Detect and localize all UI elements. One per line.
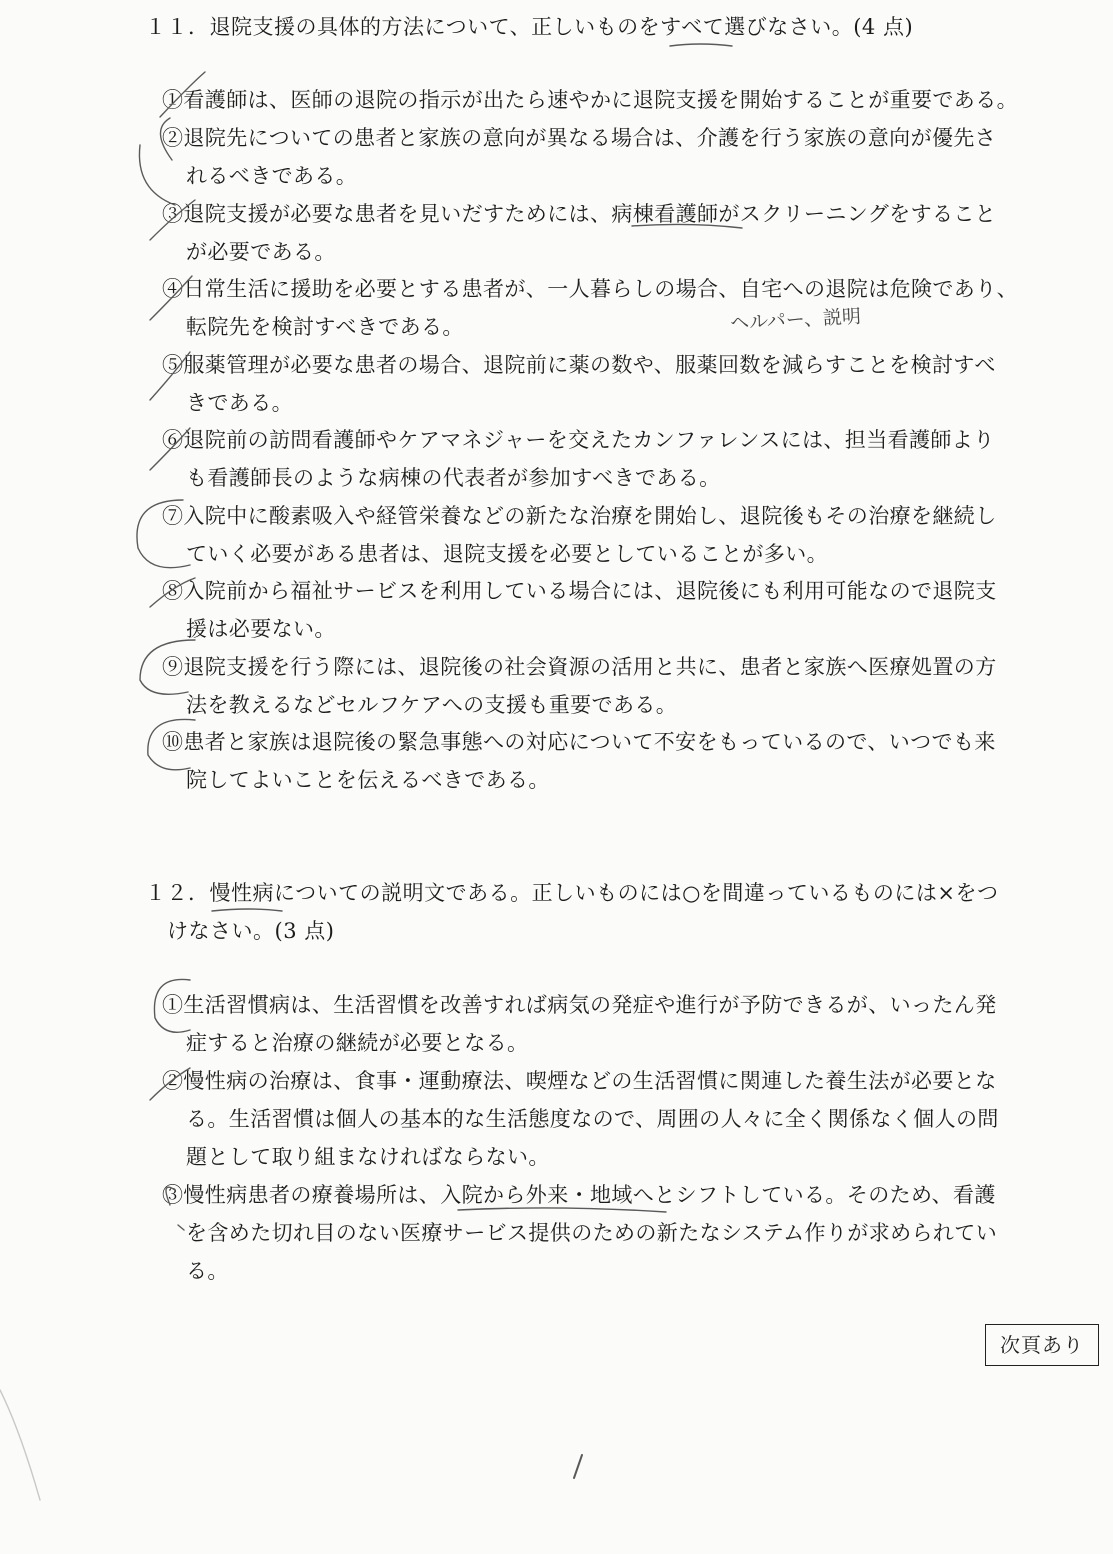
q11-option-8-line1: ⑧入院前から福祉サービスを利用している場合には、退院後にも利用可能なので退院支: [162, 579, 997, 603]
q11-option-2-line1: ②退院先についての患者と家族の意向が異なる場合は、介護を行う家族の意向が優先さ: [162, 126, 997, 150]
q11-option-6-line2: も看護師長のような病棟の代表者が参加すべきである。: [186, 466, 721, 490]
q12-statement-3-line2: を含めた切れ目のない医療サービス提供のための新たなシステム作りが求められてい: [186, 1221, 998, 1245]
q11-option-6-line1: ⑥退院前の訪問看護師やケアマネジャーを交えたカンファレンスには、担当看護師より: [162, 428, 995, 452]
q12-statement-2-line3: 題として取り組まなければならない。: [186, 1145, 550, 1169]
q11-option-4-line2: 転院先を検討すべきである。: [186, 315, 464, 339]
q11-option-3-line2: が必要である。: [186, 240, 336, 264]
q11-option-9: [162, 648, 1042, 724]
question-12-title-line1: １２．慢性病についての説明文である。正しいものには○を間違っているものには×をつ: [145, 881, 999, 905]
q11-option-10-line2: 院してよいことを伝えるべきである。: [186, 768, 550, 792]
next-page-badge: 次頁あり: [985, 1324, 1099, 1366]
q11-option-2: [162, 119, 1042, 195]
q12-statement-3-line3: る。: [186, 1259, 229, 1283]
q12-statement-2: [162, 1062, 1042, 1176]
question-11-title-text: １１．退院支援の具体的方法について、正しいものをすべて選びなさい。(4 点): [145, 15, 914, 39]
q11-option-1: [162, 81, 1042, 119]
q11-option-7-line2: ていく必要がある患者は、退院支援を必要としていることが多い。: [186, 542, 828, 566]
q12-statement-3: [162, 1176, 1042, 1290]
q11-option-3: [162, 195, 1042, 271]
q11-option-1-line1: ①看護師は、医師の退院の指示が出たら速やかに退院支援を開始することが重要である。: [162, 88, 1018, 112]
q12-statement-1: [162, 986, 1042, 1062]
q11-option-9-line1: ⑨退院支援を行う際には、退院後の社会資源の活用と共に、患者と家族へ医療処置の方: [162, 655, 997, 679]
q11-option-4-line1: ④日常生活に援助を必要とする患者が、一人暮らしの場合、自宅への退院は危険であり、: [162, 277, 1018, 301]
question-11-title: [145, 8, 1045, 46]
q11-option-7: [162, 497, 1042, 573]
q11-option-8-line2: 援は必要ない。: [186, 617, 336, 641]
q11-option-10-line1: ⑩患者と家族は退院後の緊急事態への対応について不安をもっているので、いつでも来: [162, 730, 996, 754]
q11-option-4: [162, 270, 1042, 346]
q12-statement-2-line1: ②慢性病の治療は、食事・運動療法、喫煙などの生活習慣に関連した養生法が必要とな: [162, 1069, 997, 1093]
q11-option-2-line2: れるべきである。: [186, 164, 358, 188]
q11-option-5: [162, 346, 1042, 422]
q12-statement-2-line2: る。生活習慣は個人の基本的な生活態度なので、周囲の人々に全く関係なく個人の問: [186, 1107, 999, 1131]
q11-option-7-line1: ⑦入院中に酸素吸入や経管栄養などの新たな治療を開始し、退院後もその治療を継続し: [162, 504, 997, 528]
q12-statement-1-line1: ①生活習慣病は、生活習慣を改善すれば病気の発症や進行が予防できるが、いったん発: [162, 993, 997, 1017]
q11-option-5-line1: ⑤服薬管理が必要な患者の場合、退院前に薬の数や、服薬回数を減らすことを検討すべ: [162, 353, 996, 377]
question-12-title-line2: けなさい。(3 点): [167, 919, 335, 943]
q11-option-10: [162, 723, 1042, 799]
q11-option-6: [162, 421, 1042, 497]
q11-option-5-line2: きである。: [186, 391, 293, 415]
q12-statement-3-line1: ③慢性病患者の療養場所は、入院から外来・地域へとシフトしている。そのため、看護: [162, 1183, 996, 1207]
q11-option-8: [162, 572, 1042, 648]
handwritten-note: ヘルパー、説明: [729, 305, 862, 335]
q12-statement-1-line2: 症すると治療の継続が必要となる。: [186, 1031, 529, 1055]
question-12-title: [145, 874, 1045, 950]
q11-option-9-line2: 法を教えるなどセルフケアへの支援も重要である。: [186, 693, 678, 717]
q11-option-3-line1: ③退院支援が必要な患者を見いだすためには、病棟看護師がスクリーニングをすること: [162, 202, 997, 226]
